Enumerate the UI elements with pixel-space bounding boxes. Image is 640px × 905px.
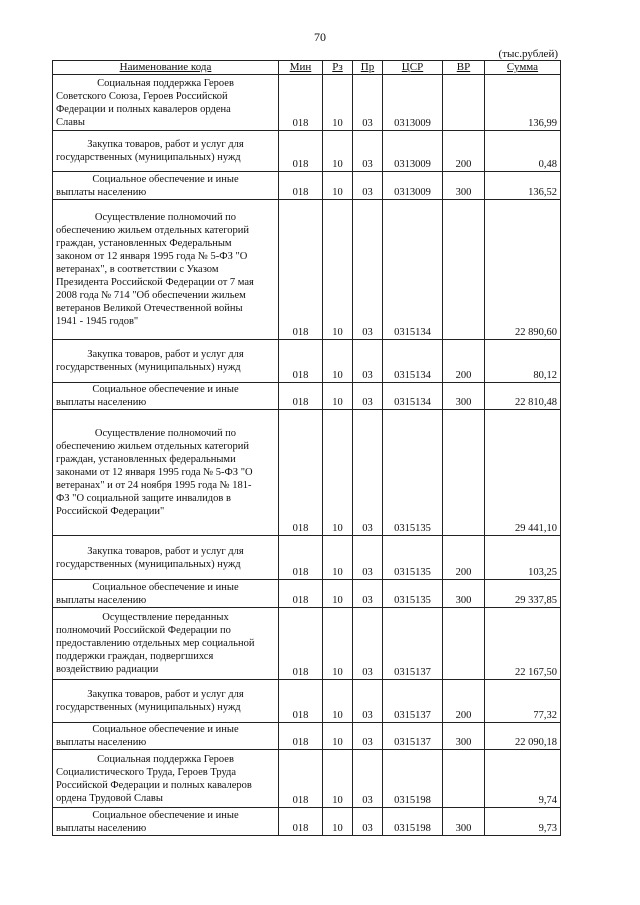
row-name-line: ФЗ "О социальной защите инвалидов в (56, 493, 231, 504)
units-note: (тыс.рублей) (498, 48, 558, 60)
row-name-line: ветеранах", в соответствии с Указом (56, 264, 219, 275)
row-min: 018 (279, 536, 323, 580)
row-csr: 0315135 (383, 410, 443, 536)
table-row (53, 410, 561, 536)
row-name (53, 131, 279, 172)
row-name-line: Российской Федерации и полных кавалеров (56, 779, 252, 791)
row-pr: 03 (353, 808, 383, 836)
row-vr (443, 750, 485, 808)
row-csr: 0315137 (383, 723, 443, 750)
header-name: Наименование кода (53, 61, 279, 75)
row-csr: 0315198 (383, 750, 443, 808)
row-pr: 03 (353, 131, 383, 172)
row-rz: 10 (323, 75, 353, 131)
row-name (53, 75, 279, 131)
row-rz: 10 (323, 340, 353, 383)
row-pr: 03 (353, 536, 383, 580)
row-sum: 0,48 (485, 131, 561, 172)
row-name (53, 680, 279, 723)
row-name-line: выплаты населению (56, 594, 147, 606)
row-csr: 0315198 (383, 808, 443, 836)
row-rz: 10 (323, 536, 353, 580)
row-sum: 9,74 (485, 750, 561, 808)
row-name-line: обеспечению жильем отдельных категорий (56, 441, 250, 452)
row-rz: 10 (323, 172, 353, 200)
table-row (53, 131, 561, 172)
row-min: 018 (279, 723, 323, 750)
row-csr: 0315137 (383, 680, 443, 723)
row-name-line: Социалистического Труда, Героев Труда (56, 766, 237, 778)
row-name (53, 808, 279, 836)
row-name-line: обеспечению жильем отдельных категорий (56, 225, 250, 236)
row-min: 018 (279, 410, 323, 536)
budget-table (52, 60, 561, 836)
row-rz: 10 (323, 608, 353, 680)
row-rz: 10 (323, 808, 353, 836)
row-name-line: выплаты населению (56, 737, 147, 748)
header-min: Мин (279, 61, 323, 75)
row-min: 018 (279, 383, 323, 410)
row-rz: 10 (323, 580, 353, 608)
row-pr: 03 (353, 608, 383, 680)
row-pr: 03 (353, 680, 383, 723)
row-name-line: Закупка товаров, работ и услуг для (87, 349, 244, 360)
header-vr: ВР (443, 61, 485, 75)
row-name-line: ветеранов Великой Отечественной войны (56, 303, 243, 314)
row-sum: 22 810,48 (485, 383, 561, 410)
row-name-line: Закупка товаров, работ и услуг для (87, 139, 244, 150)
row-name-line: Президента Российской Федерации от 7 мая (56, 277, 254, 288)
row-name-line: выплаты населению (56, 822, 147, 834)
row-pr: 03 (353, 580, 383, 608)
table-row (53, 750, 561, 808)
row-name (53, 340, 279, 383)
row-rz: 10 (323, 723, 353, 750)
row-name-line: предоставлению отдельных мер социальной (56, 638, 255, 649)
row-sum: 29 441,10 (485, 410, 561, 536)
row-min: 018 (279, 131, 323, 172)
row-name (53, 723, 279, 750)
row-name-line: выплаты населению (56, 397, 147, 408)
row-name-line: Славы (56, 116, 85, 128)
row-name (53, 200, 279, 340)
row-vr: 200 (443, 340, 485, 383)
row-name-line: государственных (муниципальных) нужд (56, 702, 241, 713)
table-row (53, 200, 561, 340)
row-csr: 0315135 (383, 580, 443, 608)
row-name (53, 172, 279, 200)
row-rz: 10 (323, 750, 353, 808)
row-sum: 22 090,18 (485, 723, 561, 750)
row-rz: 10 (323, 131, 353, 172)
row-sum: 22 167,50 (485, 608, 561, 680)
row-name (53, 580, 279, 608)
row-csr: 0315135 (383, 536, 443, 580)
row-rz: 10 (323, 680, 353, 723)
row-pr: 03 (353, 340, 383, 383)
row-rz: 10 (323, 200, 353, 340)
row-name-line: 2008 года № 714 "Об обеспечении жильем (56, 290, 246, 301)
row-name-line: Социальное обеспечение и иные (92, 384, 239, 395)
row-name (53, 608, 279, 680)
row-csr: 0315134 (383, 383, 443, 410)
row-pr: 03 (353, 200, 383, 340)
header-rz: Рз (323, 61, 353, 75)
row-name-line: Социальная поддержка Героев (97, 753, 234, 765)
row-sum: 9,73 (485, 808, 561, 836)
row-pr: 03 (353, 383, 383, 410)
table-row (53, 75, 561, 131)
row-vr: 300 (443, 723, 485, 750)
row-csr: 0313009 (383, 172, 443, 200)
row-name-line: Федерации и полных кавалеров ордена (56, 103, 231, 115)
table-row (53, 608, 561, 680)
row-pr: 03 (353, 750, 383, 808)
row-pr: 03 (353, 75, 383, 131)
row-min: 018 (279, 750, 323, 808)
table-row (53, 723, 561, 750)
row-pr: 03 (353, 410, 383, 536)
row-min: 018 (279, 808, 323, 836)
row-vr (443, 608, 485, 680)
header-pr: Пр (353, 61, 383, 75)
table-row (53, 340, 561, 383)
row-name (53, 750, 279, 808)
row-sum: 77,32 (485, 680, 561, 723)
row-name-line: Социальное обеспечение и иные (92, 724, 239, 735)
row-min: 018 (279, 580, 323, 608)
row-min: 018 (279, 200, 323, 340)
row-name-line: полномочий Российской Федерации по (56, 625, 231, 636)
row-name-line: Социальное обеспечение и иные (92, 173, 239, 185)
row-sum: 80,12 (485, 340, 561, 383)
row-vr: 200 (443, 680, 485, 723)
row-name-line: государственных (муниципальных) нужд (56, 152, 241, 163)
row-vr (443, 200, 485, 340)
row-min: 018 (279, 172, 323, 200)
row-name-line: Закупка товаров, работ и услуг для (87, 689, 244, 700)
row-name-line: Социальное обеспечение и иные (92, 581, 239, 593)
row-vr: 200 (443, 131, 485, 172)
row-name-line: Осуществление переданных (102, 612, 229, 623)
row-name-line: Российской Федерации" (56, 506, 165, 517)
row-vr: 200 (443, 536, 485, 580)
table-row (53, 172, 561, 200)
header-sum: Сумма (485, 61, 561, 75)
row-csr: 0315134 (383, 200, 443, 340)
row-sum: 136,52 (485, 172, 561, 200)
row-min: 018 (279, 680, 323, 723)
row-rz: 10 (323, 383, 353, 410)
row-name-line: Закупка товаров, работ и услуг для (87, 545, 244, 557)
row-name-line: государственных (муниципальных) нужд (56, 362, 241, 373)
row-name-line: граждан, установленных Федеральным (56, 238, 232, 249)
row-pr: 03 (353, 172, 383, 200)
row-name-line: воздействию радиации (56, 664, 159, 675)
row-vr: 300 (443, 580, 485, 608)
row-csr: 0315134 (383, 340, 443, 383)
row-vr: 300 (443, 172, 485, 200)
row-name-line: Социальное обеспечение и иные (92, 809, 239, 821)
row-csr: 0313009 (383, 131, 443, 172)
table-row (53, 680, 561, 723)
row-sum: 29 337,85 (485, 580, 561, 608)
row-name-line: Осуществление полномочий по (94, 428, 237, 439)
row-vr (443, 75, 485, 131)
row-name-line: граждан, установленных федеральными (56, 454, 236, 465)
row-name-line: 1941 - 1945 годов" (56, 316, 139, 327)
row-rz: 10 (323, 410, 353, 536)
table-header-row (53, 61, 561, 75)
row-name-line: государственных (муниципальных) нужд (56, 558, 241, 570)
page-number: 70 (314, 30, 326, 44)
row-name (53, 410, 279, 536)
row-min: 018 (279, 75, 323, 131)
row-name-line: ветеранах" и от 24 ноября 1995 года № 181- (56, 480, 252, 491)
row-name-line: поддержки граждан, подвергшихся (56, 651, 214, 662)
row-vr: 300 (443, 808, 485, 836)
row-name (53, 383, 279, 410)
row-name (53, 536, 279, 580)
row-name-line: ордена Трудовой Славы (56, 792, 163, 804)
table-row (53, 580, 561, 608)
row-name-line: законом от 12 января 1995 года № 5-ФЗ "О (56, 251, 248, 262)
row-name-line: Осуществление полномочий по (94, 212, 237, 223)
table-row (53, 383, 561, 410)
row-name-line: Социальная поддержка Героев (97, 77, 234, 89)
row-name-line: законами от 12 января 1995 года № 5-ФЗ "О (56, 467, 253, 478)
header-csr: ЦСР (383, 61, 443, 75)
row-vr (443, 410, 485, 536)
row-csr: 0313009 (383, 75, 443, 131)
row-sum: 136,99 (485, 75, 561, 131)
row-vr: 300 (443, 383, 485, 410)
row-sum: 22 890,60 (485, 200, 561, 340)
row-csr: 0315137 (383, 608, 443, 680)
row-sum: 103,25 (485, 536, 561, 580)
table-row (53, 536, 561, 580)
table-row (53, 808, 561, 836)
row-pr: 03 (353, 723, 383, 750)
row-min: 018 (279, 340, 323, 383)
row-name-line: Советского Союза, Героев Российской (56, 90, 228, 102)
row-name-line: выплаты населению (56, 186, 147, 198)
row-min: 018 (279, 608, 323, 680)
